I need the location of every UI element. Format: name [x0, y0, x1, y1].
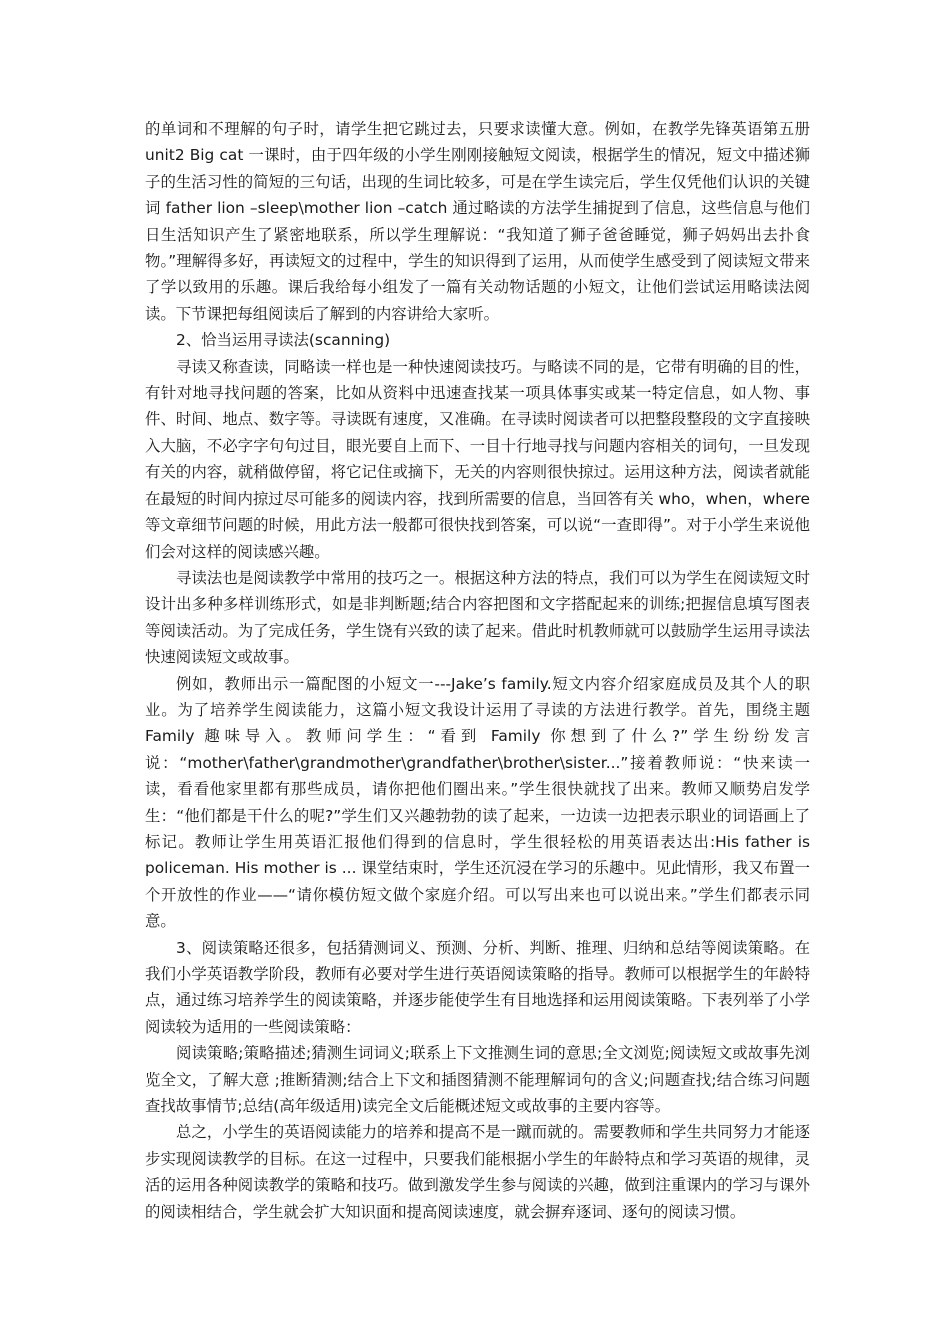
paragraph-scanning-example: 例如，教师出示一篇配图的小短文一---Jake’s family.短文内容介绍家庭成员及其个人的职业。为了培养学生阅读能力，这篇小短文我设计运用了寻读的方法进行教学。首先，围绕主题 Family 趣味导入。教师问学生：“看到 Family 你想到了什么?”学生纷纷发言说：“mother\father\grandmother\grandfather\brother\sister...”接着教师说：“快来读一读，看看他家里都有那些成员，请你把他们圈出来。”学生很快就找了出来。教师又顺势启发学生：“他们都是干什么的呢?”学生们又兴趣勃勃的读了起来，一边读一边把表示职业的词语画上了标记。教师让学生用英语汇报他们得到的信息时，学生很轻松的用英语表达出:His father is policeman. His mother is ... 课堂结束时，学生还沉浸在学习的乐趣中。见此情形，我又布置一个开放性的作业——“请你模仿短文做个家庭介绍。可以写出来也可以说出来。”学生们都表示同意。	[145, 674, 810, 931]
paragraph-skimming-example: 的单词和不理解的句子时，请学生把它跳过去，只要求读懂大意。例如，在教学先锋英语第五册 unit2 Big cat 一课时，由于四年级的小学生刚刚接触短文阅读，根据学生的情况，短文中描述狮子的生活习性的简短的三句话，出现的生词比较多，可是在学生读完后，学生仅凭他们认识的关键词 father lion –sleep\mother lion –catch 通过略读的方法学生捕捉到了信息，这些信息与他们日生活知识产生了紧密地联系，所以学生理解说：“我知道了狮子爸爸睡觉，狮子妈妈出去扑食物。”理解得多好，再读短文的过程中，学生的知识得到了运用，从而使学生感受到了阅读短文带来了学以致用的乐趣。课后我给每小组发了一篇有关动物话题的小短文，让他们尝试运用略读法阅读。下节课把每组阅读后了解到的内容讲给大家听。	[145, 120, 810, 323]
paragraph-scanning-definition: 寻读又称查读，同略读一样也是一种快速阅读技巧。与略读不同的是，它带有明确的目的性，有针对地寻找问题的答案，比如从资料中迅速查找某一项具体事实或某一特定信息，如人物、事件、时间、地点、数字等。寻读既有速度，又准确。在寻读时阅读者可以把整段整段的文字直接映入大脑，不必字字句句过目，眼光要自上而下、一目十行地寻找与问题内容相关的词句，一旦发现有关的内容，就稍做停留，将它记住或摘下，无关的内容则很快掠过。运用这种方法，阅读者就能在最短的时间内掠过尽可能多的阅读内容，找到所需要的信息，当回答有关 who，when，where 等文章细节问题的时候，用此方法一般都可很快找到答案，可以说“一查即得”。对于小学生来说他们会对这样的阅读感兴趣。	[145, 357, 810, 561]
paragraph-reading-strategies: 3、阅读策略还很多，包括猜测词义、预测、分析、判断、推理、归纳和总结等阅读策略。在我们小学英语教学阶段，教师有必要对学生进行英语阅读策略的指导。教师可以根据学生的年龄特点，通过练习培养学生的阅读策略，并逐步能使学生有目地选择和运用阅读策略。下表列举了小学阅读较为适用的一些阅读策略：	[145, 938, 810, 1036]
paragraph-strategy-list: 阅读策略;策略描述;猜测生词词义;联系上下文推测生词的意思;全文浏览;阅读短文或故事先浏览全文，了解大意 ;推断猜测;结合上下文和插图猜测不能理解词句的含义;问题查找;结合练习问题查找故事情节;总结(高年级适用)读完全文后能概述短文或故事的主要内容等。	[145, 1044, 810, 1116]
paragraph-conclusion: 总之，小学生的英语阅读能力的培养和提高不是一蹴而就的。需要教师和学生共同努力才能逐步实现阅读教学的目标。在这一过程中，只要我们能根据小学生的年龄特点和学习英语的规律，灵活的运用各种阅读教学的策略和技巧。做到激发学生参与阅读的兴趣，做到注重课内的学习与课外的阅读相结合，学生就会扩大知识面和提高阅读速度，就会摒弃逐词、逐句的阅读习惯。	[145, 1123, 810, 1221]
document-body	[145, 116, 810, 1225]
section-heading-scanning: 2、恰当运用寻读法(scanning)	[176, 331, 391, 350]
paragraph-scanning-technique: 寻读法也是阅读教学中常用的技巧之一。根据这种方法的特点，我们可以为学生在阅读短文时设计出多种多样训练形式，如是非判断题;结合内容把图和文字搭配起来的训练;把握信息填写图表等阅读活动。为了完成任务，学生饶有兴致的读了起来。借此时机教师就可以鼓励学生运用寻读法快速阅读短文或故事。	[145, 568, 810, 667]
